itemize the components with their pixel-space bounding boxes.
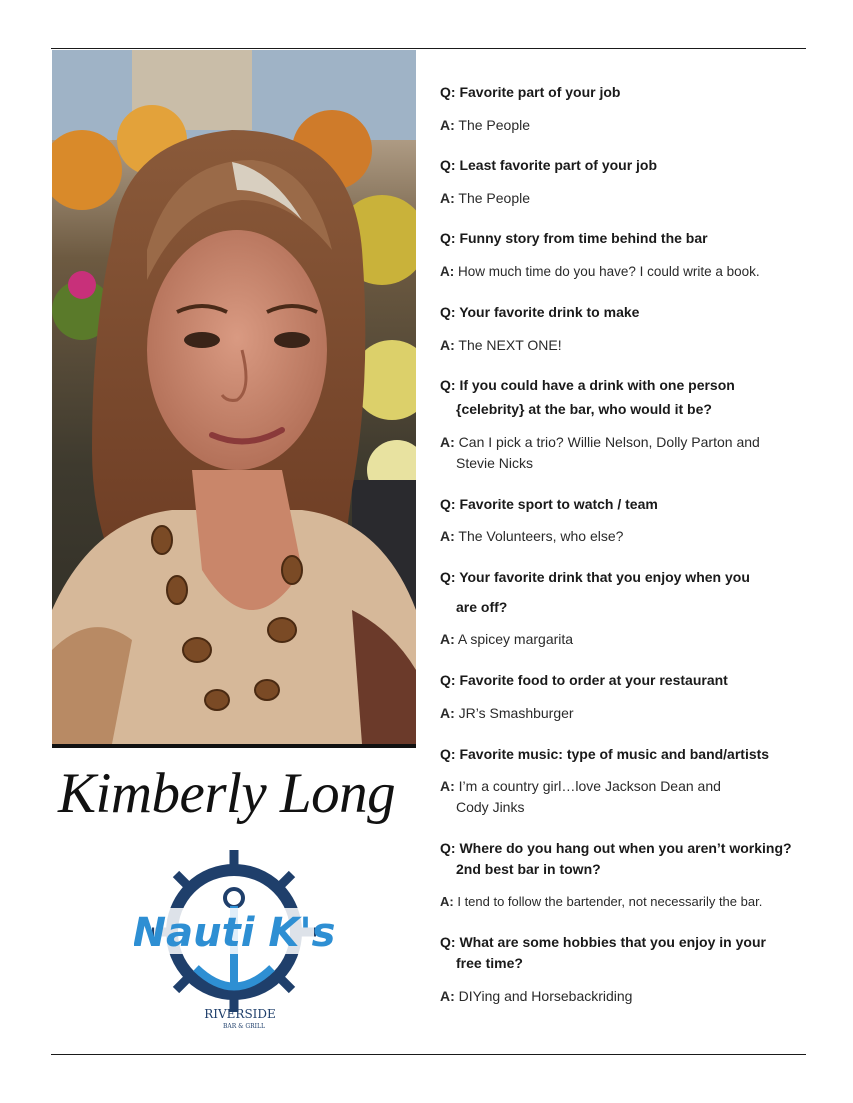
logo-brand-text: Nauti K's bbox=[134, 910, 334, 956]
answer bbox=[440, 891, 810, 912]
q-label: Q: bbox=[440, 157, 456, 173]
bottom-rule bbox=[51, 1054, 806, 1055]
question bbox=[440, 838, 810, 880]
q-label: Q: bbox=[440, 840, 456, 856]
nauti-ks-logo bbox=[134, 840, 334, 1030]
a-label: A: bbox=[440, 778, 455, 794]
answer-text: I tend to follow the bartender, not necessarily the bar. bbox=[457, 894, 763, 909]
q-label: Q: bbox=[440, 230, 456, 246]
question-text: Funny story from time behind the bar bbox=[459, 230, 708, 246]
question-text: Favorite part of your job bbox=[459, 84, 621, 100]
logo-riverside-text: RIVERSIDE bbox=[204, 1007, 276, 1021]
answer-text: A spicey margarita bbox=[457, 631, 574, 647]
q-label: Q: bbox=[440, 84, 456, 100]
answer-text: The People bbox=[458, 190, 531, 206]
question-text: What are some hobbies that you enjoy in your bbox=[459, 934, 766, 950]
question-text-cont: free time? bbox=[456, 955, 523, 971]
answer bbox=[440, 986, 810, 1007]
answer-text: JR’s Smashburger bbox=[458, 705, 574, 721]
a-label: A: bbox=[440, 190, 455, 206]
question bbox=[440, 932, 810, 974]
question bbox=[440, 82, 810, 103]
question-text: Favorite sport to watch / team bbox=[459, 496, 658, 512]
answer bbox=[440, 629, 810, 650]
question bbox=[440, 494, 810, 515]
question-text: Favorite food to order at your restaurant bbox=[459, 672, 728, 688]
question bbox=[440, 302, 810, 323]
a-label: A: bbox=[440, 264, 455, 279]
q-label: Q: bbox=[440, 746, 456, 762]
a-label: A: bbox=[440, 434, 455, 450]
question-text: If you could have a drink with one person bbox=[459, 377, 735, 393]
answer-text-cont: Cody Jinks bbox=[456, 799, 525, 815]
answer-text: The NEXT ONE! bbox=[458, 337, 562, 353]
answer-text-cont: Stevie Nicks bbox=[456, 455, 534, 471]
a-label: A: bbox=[440, 528, 455, 544]
a-label: A: bbox=[440, 117, 455, 133]
answer bbox=[440, 261, 810, 282]
question bbox=[440, 375, 810, 420]
q-label: Q: bbox=[440, 934, 456, 950]
question bbox=[440, 155, 810, 176]
top-rule bbox=[51, 48, 806, 49]
a-label: A: bbox=[440, 631, 455, 647]
question-text: Least favorite part of your job bbox=[459, 157, 658, 173]
question-text-cont: are off? bbox=[456, 599, 508, 615]
question-text-cont: 2nd best bar in town? bbox=[456, 861, 601, 877]
profile-name: Kimberly Long bbox=[58, 762, 396, 825]
answer bbox=[440, 776, 810, 818]
question-text: Where do you hang out when you aren’t working? bbox=[459, 840, 792, 856]
answer-text: The People bbox=[458, 117, 531, 133]
q-label: Q: bbox=[440, 304, 456, 320]
question-text: Your favorite drink that you enjoy when you bbox=[459, 569, 750, 585]
a-label: A: bbox=[440, 337, 455, 353]
answer-text: Can I pick a trio? Willie Nelson, Dolly Parton and bbox=[458, 434, 760, 450]
answer bbox=[440, 115, 810, 136]
answer bbox=[440, 703, 810, 724]
question-text: Your favorite drink to make bbox=[459, 304, 640, 320]
question bbox=[440, 567, 810, 618]
answer bbox=[440, 526, 810, 547]
q-label: Q: bbox=[440, 569, 456, 585]
answer-text: DIYing and Horsebackriding bbox=[458, 988, 633, 1004]
answer bbox=[440, 188, 810, 209]
a-label: A: bbox=[440, 705, 455, 721]
answer bbox=[440, 335, 810, 356]
q-label: Q: bbox=[440, 377, 456, 393]
logo-bar-grill-text: BAR & GRILL bbox=[222, 1023, 266, 1030]
answer-text: How much time do you have? I could write a book. bbox=[458, 264, 760, 279]
photo-divider bbox=[52, 744, 416, 748]
question bbox=[440, 228, 810, 249]
answer-text: The Volunteers, who else? bbox=[458, 528, 624, 544]
q-label: Q: bbox=[440, 496, 456, 512]
q-label: Q: bbox=[440, 672, 456, 688]
question bbox=[440, 744, 810, 765]
question-text: Favorite music: type of music and band/artists bbox=[459, 746, 770, 762]
answer-text: I’m a country girl…love Jackson Dean and bbox=[458, 778, 721, 794]
a-label: A: bbox=[440, 894, 454, 909]
portrait-photo bbox=[52, 50, 416, 744]
question bbox=[440, 670, 810, 691]
question-text-cont: {celebrity} at the bar, who would it be? bbox=[456, 401, 712, 417]
a-label: A: bbox=[440, 988, 455, 1004]
answer bbox=[440, 432, 810, 474]
